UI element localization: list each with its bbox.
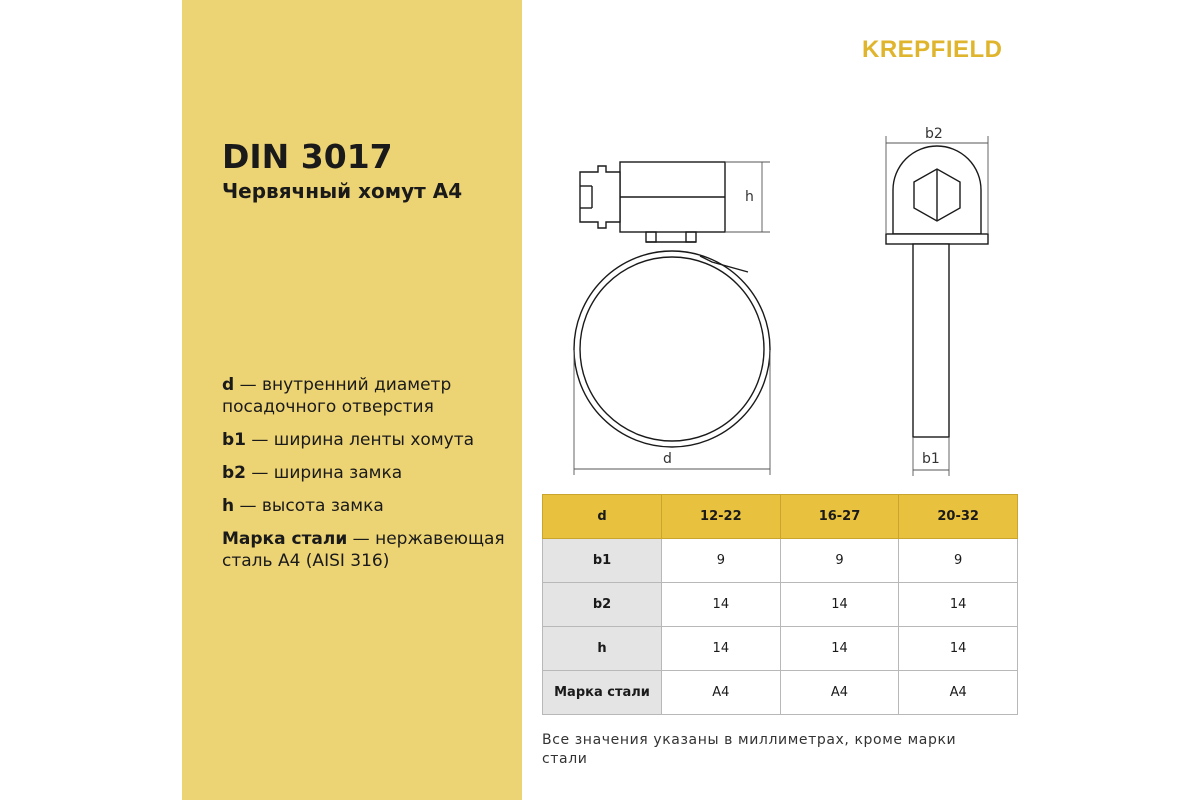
legend-term: b1 bbox=[222, 430, 246, 450]
legend-item-b1 bbox=[222, 429, 512, 451]
table-row bbox=[543, 583, 1018, 627]
footnote: Все значения указаны в миллиметрах, кроме марки стали bbox=[542, 732, 957, 767]
table-cell: 14 bbox=[780, 583, 899, 627]
dim-label-b1: b1 bbox=[922, 451, 940, 467]
legend-item-steel bbox=[222, 528, 512, 572]
band-side bbox=[913, 244, 949, 437]
lock-base-left bbox=[646, 232, 656, 242]
header-cell: d bbox=[543, 495, 662, 539]
dim-label-h: h bbox=[745, 189, 754, 205]
clamp-band-outer bbox=[574, 251, 770, 447]
table-cell: А4 bbox=[780, 671, 899, 715]
title-block bbox=[222, 138, 462, 204]
yellow-info-panel bbox=[182, 0, 522, 800]
table-cell: 9 bbox=[662, 539, 781, 583]
brand-logo: KREPFIELD bbox=[862, 36, 1003, 63]
table-cell: 9 bbox=[899, 539, 1018, 583]
screw-head bbox=[580, 166, 620, 228]
dim-label-d: d bbox=[663, 451, 672, 467]
row-label: b1 bbox=[543, 539, 662, 583]
dimensions-table bbox=[542, 494, 1018, 715]
legend bbox=[222, 374, 512, 583]
header-cell: 20-32 bbox=[899, 495, 1018, 539]
legend-desc: — ширина замка bbox=[246, 463, 403, 483]
table-cell: 14 bbox=[899, 583, 1018, 627]
table-row bbox=[543, 539, 1018, 583]
legend-item-h bbox=[222, 495, 512, 517]
table-cell: А4 bbox=[899, 671, 1018, 715]
page-title: DIN 3017 bbox=[222, 137, 393, 176]
front-view bbox=[574, 162, 770, 447]
row-label: h bbox=[543, 627, 662, 671]
legend-desc: — нержавеющая сталь А4 (AISI 316) bbox=[222, 529, 505, 571]
dim-label-b2: b2 bbox=[925, 126, 943, 142]
table-row bbox=[543, 671, 1018, 715]
table-cell: 14 bbox=[662, 583, 781, 627]
legend-term: Марка стали bbox=[222, 529, 348, 549]
lock-side-base bbox=[886, 234, 988, 244]
lock-base-right bbox=[686, 232, 696, 242]
table-cell: 14 bbox=[899, 627, 1018, 671]
legend-item-d bbox=[222, 374, 512, 418]
legend-term: b2 bbox=[222, 463, 246, 483]
table-cell: 14 bbox=[662, 627, 781, 671]
header-cell: 16-27 bbox=[780, 495, 899, 539]
header-cell: 12-22 bbox=[662, 495, 781, 539]
clamp-technical-drawing bbox=[540, 120, 1020, 490]
side-view bbox=[886, 146, 988, 437]
table-cell: 14 bbox=[780, 627, 899, 671]
table-row bbox=[543, 627, 1018, 671]
legend-term: d bbox=[222, 375, 235, 395]
page-subtitle: Червячный хомут А4 bbox=[222, 179, 463, 203]
table-header-row bbox=[543, 495, 1018, 539]
legend-desc: — внутренний диаметр посадочного отверстия bbox=[222, 375, 452, 417]
row-label: Марка стали bbox=[543, 671, 662, 715]
legend-desc: — ширина ленты хомута bbox=[246, 430, 475, 450]
clamp-band-inner bbox=[580, 257, 764, 441]
table-cell: 9 bbox=[780, 539, 899, 583]
dimension-d bbox=[574, 350, 770, 475]
table-cell: А4 bbox=[662, 671, 781, 715]
row-label: b2 bbox=[543, 583, 662, 627]
legend-desc: — высота замка bbox=[234, 496, 384, 516]
legend-term: h bbox=[222, 496, 235, 516]
legend-item-b2 bbox=[222, 462, 512, 484]
